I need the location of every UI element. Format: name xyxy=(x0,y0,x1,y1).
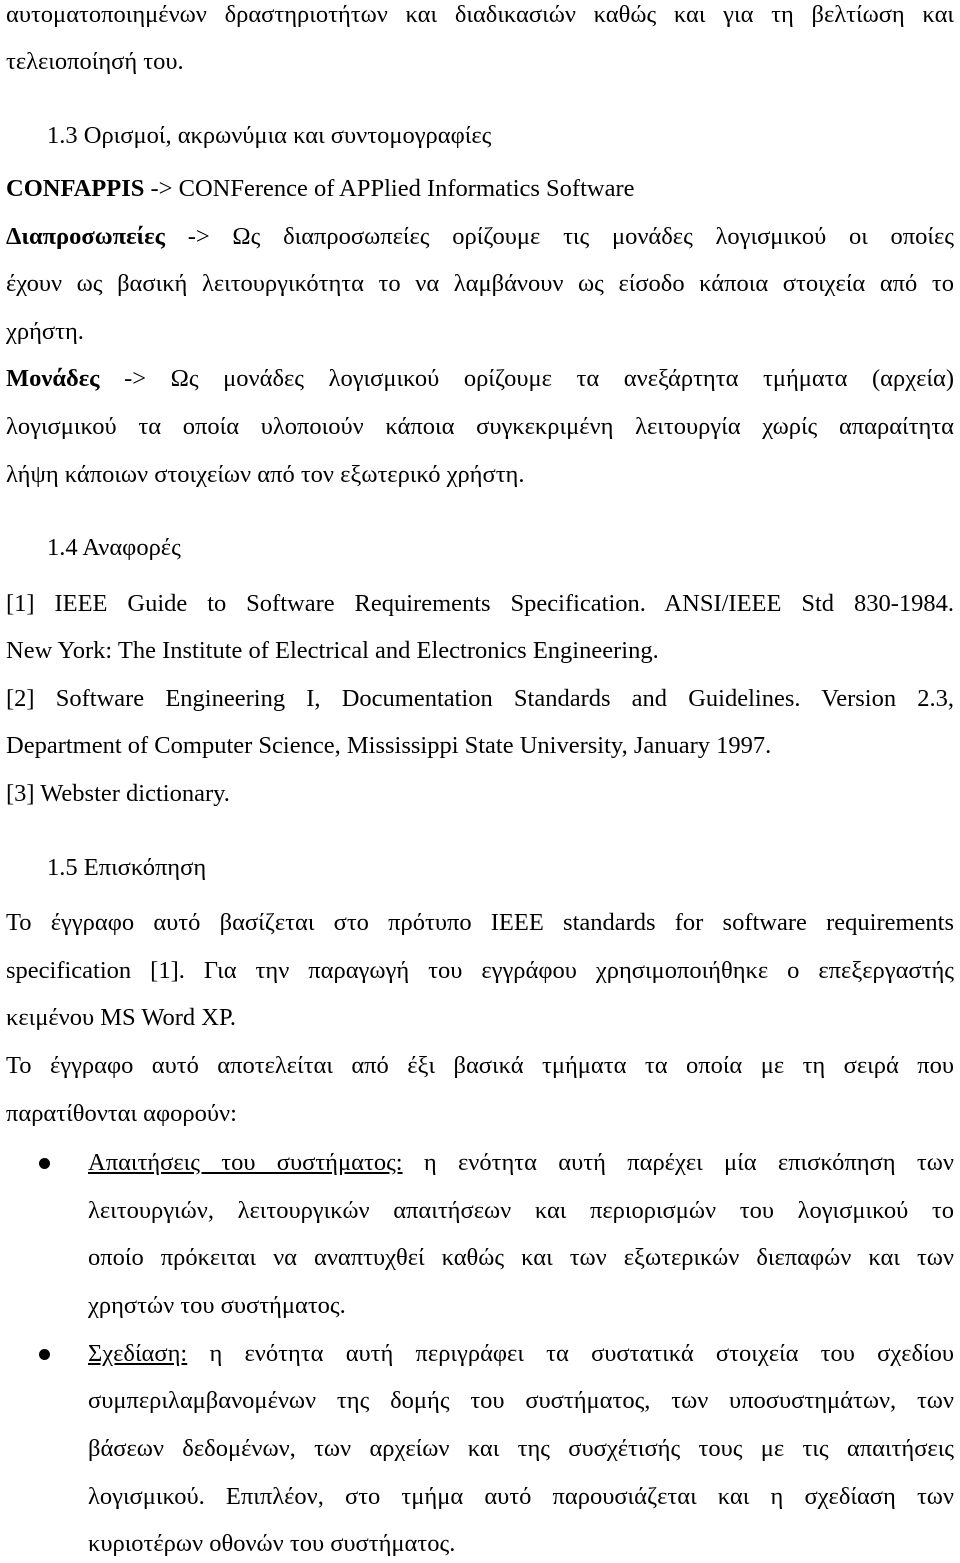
definition-confappis xyxy=(6,174,954,204)
bullet-2-line-4: λογισμικού. Επιπλέον, στο τμήμα αυτό παρουσιάζεται και η σχεδίαση των xyxy=(88,1483,954,1510)
definition-monades-line-1 xyxy=(6,364,954,394)
bullet-2-text: η ενότητα αυτή περιγράφει τα συστατικά στοιχεία του σχεδίου xyxy=(187,1340,954,1367)
definition-diaprosopeies-line-2: έχουν ως βασική λειτουργικότητα το να λαμβάνουν ως είσοδο κάποια στοιχεία από το xyxy=(6,270,954,297)
section-heading-1-3: 1.3 Ορισμοί, ακρωνύμια και συντομογραφίες xyxy=(47,122,492,149)
definition-diaprosopeies-line-1 xyxy=(6,222,954,252)
bullet-2-line-1 xyxy=(88,1339,954,1369)
bullet-2-term: Σχεδίαση: xyxy=(88,1340,188,1367)
reference-1-line-2: New York: The Institute of Electrical and Electronics Engineering. xyxy=(6,637,659,664)
bullet-icon xyxy=(39,1349,50,1360)
reference-2-line-1: [2] Software Engineering I, Documentation Standards and Guidelines. Version 2.3, xyxy=(6,685,954,712)
bullet-2-line-5: κυριοτέρων οθονών του συστήματος. xyxy=(88,1530,456,1557)
bullet-1-line-3: οποίο πρόκειται να αναπτυχθεί καθώς και των εξωτερικών διεπαφών και των xyxy=(88,1244,954,1271)
bullet-1-line-2: λειτουργιών, λειτουργικών απαιτήσεων και περιορισμών του λογισμικού το xyxy=(88,1197,954,1224)
overview-p2-line-1: Το έγγραφο αυτό αποτελείται από έξι βασικά τμήματα τα οποία με τη σειρά που xyxy=(6,1052,954,1079)
reference-3: [3] Webster dictionary. xyxy=(6,780,230,807)
bullet-1-term: Απαιτήσεις του συστήματος: xyxy=(88,1149,403,1176)
reference-2-line-2: Department of Computer Science, Mississippi State University, January 1997. xyxy=(6,732,772,759)
overview-p2-line-2: παρατίθονται αφορούν: xyxy=(6,1100,237,1127)
definition-monades-line-3: λήψη κάποιων στοιχείων από τον εξωτερικό χρήστη. xyxy=(6,461,525,488)
section-heading-1-4: 1.4 Αναφορές xyxy=(47,534,181,561)
intro-line-2: τελειοποίησή του. xyxy=(6,48,184,75)
definition-text: -> Ως μονάδες λογισμικού ορίζουμε τα ανεξάρτητα τμήματα (αρχεία) xyxy=(99,365,954,392)
term-diaprosopeies: Διαπροσωπείες xyxy=(6,223,165,250)
bullet-1-text: η ενότητα αυτή παρέχει μία επισκόπηση των xyxy=(402,1149,954,1176)
bullet-1-line-4: χρηστών του συστήματος. xyxy=(88,1292,346,1319)
bullet-icon xyxy=(39,1158,50,1169)
bullet-2-line-3: βάσεων δεδομένων, των αρχείων και της συσχέτισής τους με τις απαιτήσεις xyxy=(88,1435,954,1462)
bullet-2-line-2: συμπεριλαμβανομένων της δομής του συστήματος, των υποσυστημάτων, των xyxy=(88,1387,954,1414)
section-heading-1-5: 1.5 Επισκόπηση xyxy=(47,854,207,881)
definition-diaprosopeies-line-3: χρήστη. xyxy=(6,318,84,345)
definition-monades-line-2: λογισμικού τα οποία υλοποιούν κάποια συγκεκριμένη λειτουργία χωρίς απαραίτητα xyxy=(6,413,954,440)
term-confappis: CONFAPPIS xyxy=(6,175,145,202)
definition-text: -> CONFerence of APPlied Informatics Software xyxy=(144,175,635,202)
term-monades: Μονάδες xyxy=(6,365,100,392)
definition-text: -> Ως διαπροσωπείες ορίζουμε τις μονάδες λογισμικού οι οποίες xyxy=(164,223,954,250)
intro-line-1: αυτοματοποιημένων δραστηριοτήτων και διαδικασιών καθώς και για τη βελτίωση και xyxy=(6,1,954,28)
reference-1-line-1: [1] IEEE Guide to Software Requirements Specification. ANSI/IEEE Std 830-1984. xyxy=(6,590,954,617)
bullet-1-line-1 xyxy=(88,1148,954,1178)
overview-p1-line-3: κειμένου MS Word XP. xyxy=(6,1004,236,1031)
overview-p1-line-2: specification [1]. Για την παραγωγή του εγγράφου χρησιμοποιήθηκε ο επεξεργαστής xyxy=(6,957,954,984)
overview-p1-line-1: Το έγγραφο αυτό βασίζεται στο πρότυπο IEEE standards for software requirements xyxy=(6,909,954,936)
